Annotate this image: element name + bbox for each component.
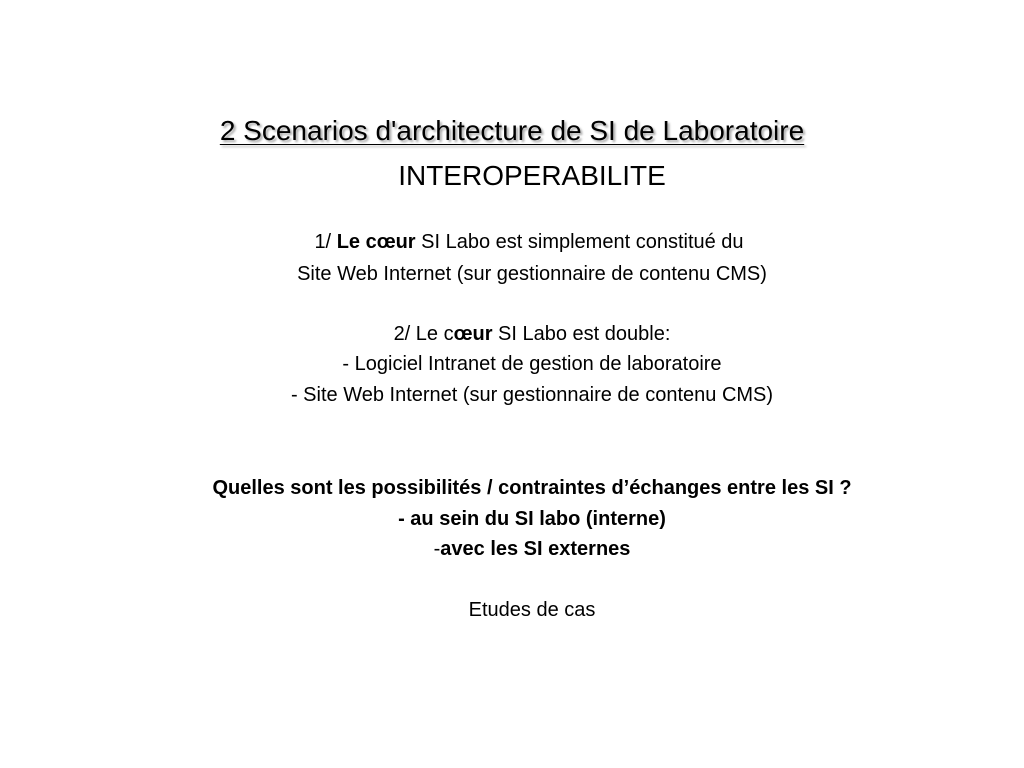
scenario-1-line-2: Site Web Internet (sur gestionnaire de contenu CMS) <box>297 263 767 285</box>
scenario-2-rest: SI Labo est double: <box>492 323 671 345</box>
question-line-1: Quelles sont les possibilités / contraintes d’échanges entre les SI ? <box>212 477 852 499</box>
scenario-2-prefix: 2/ Le c <box>393 323 454 345</box>
question-line-2: - au sein du SI labo (interne) <box>398 508 666 530</box>
scenario-2-line-1 <box>20 324 1024 344</box>
question-line-3 <box>20 539 1024 559</box>
scenario-2-item-1: - Logiciel Intranet de gestion de laboratoire <box>342 353 722 375</box>
scenario-2-item-2: - Site Web Internet (sur gestionnaire de contenu CMS) <box>290 384 774 406</box>
question-line-3-bold: avec les SI externes <box>440 538 631 560</box>
question-line-3-prefix: - <box>433 538 441 560</box>
scenario-1-line-1 <box>17 232 1024 252</box>
slide-subtitle: INTEROPERABILITE <box>398 160 666 191</box>
case-studies-label: Etudes de cas <box>468 599 596 621</box>
scenario-2-bold: œur <box>453 323 493 345</box>
slide-title: 2 Scenarios d'architecture de SI de Laboratoire <box>219 115 805 146</box>
scenario-1-rest: SI Labo est simplement constitué du <box>415 231 744 253</box>
scenario-1-bold: Le cœur <box>336 231 416 253</box>
scenario-1-prefix: 1/ <box>314 231 337 253</box>
